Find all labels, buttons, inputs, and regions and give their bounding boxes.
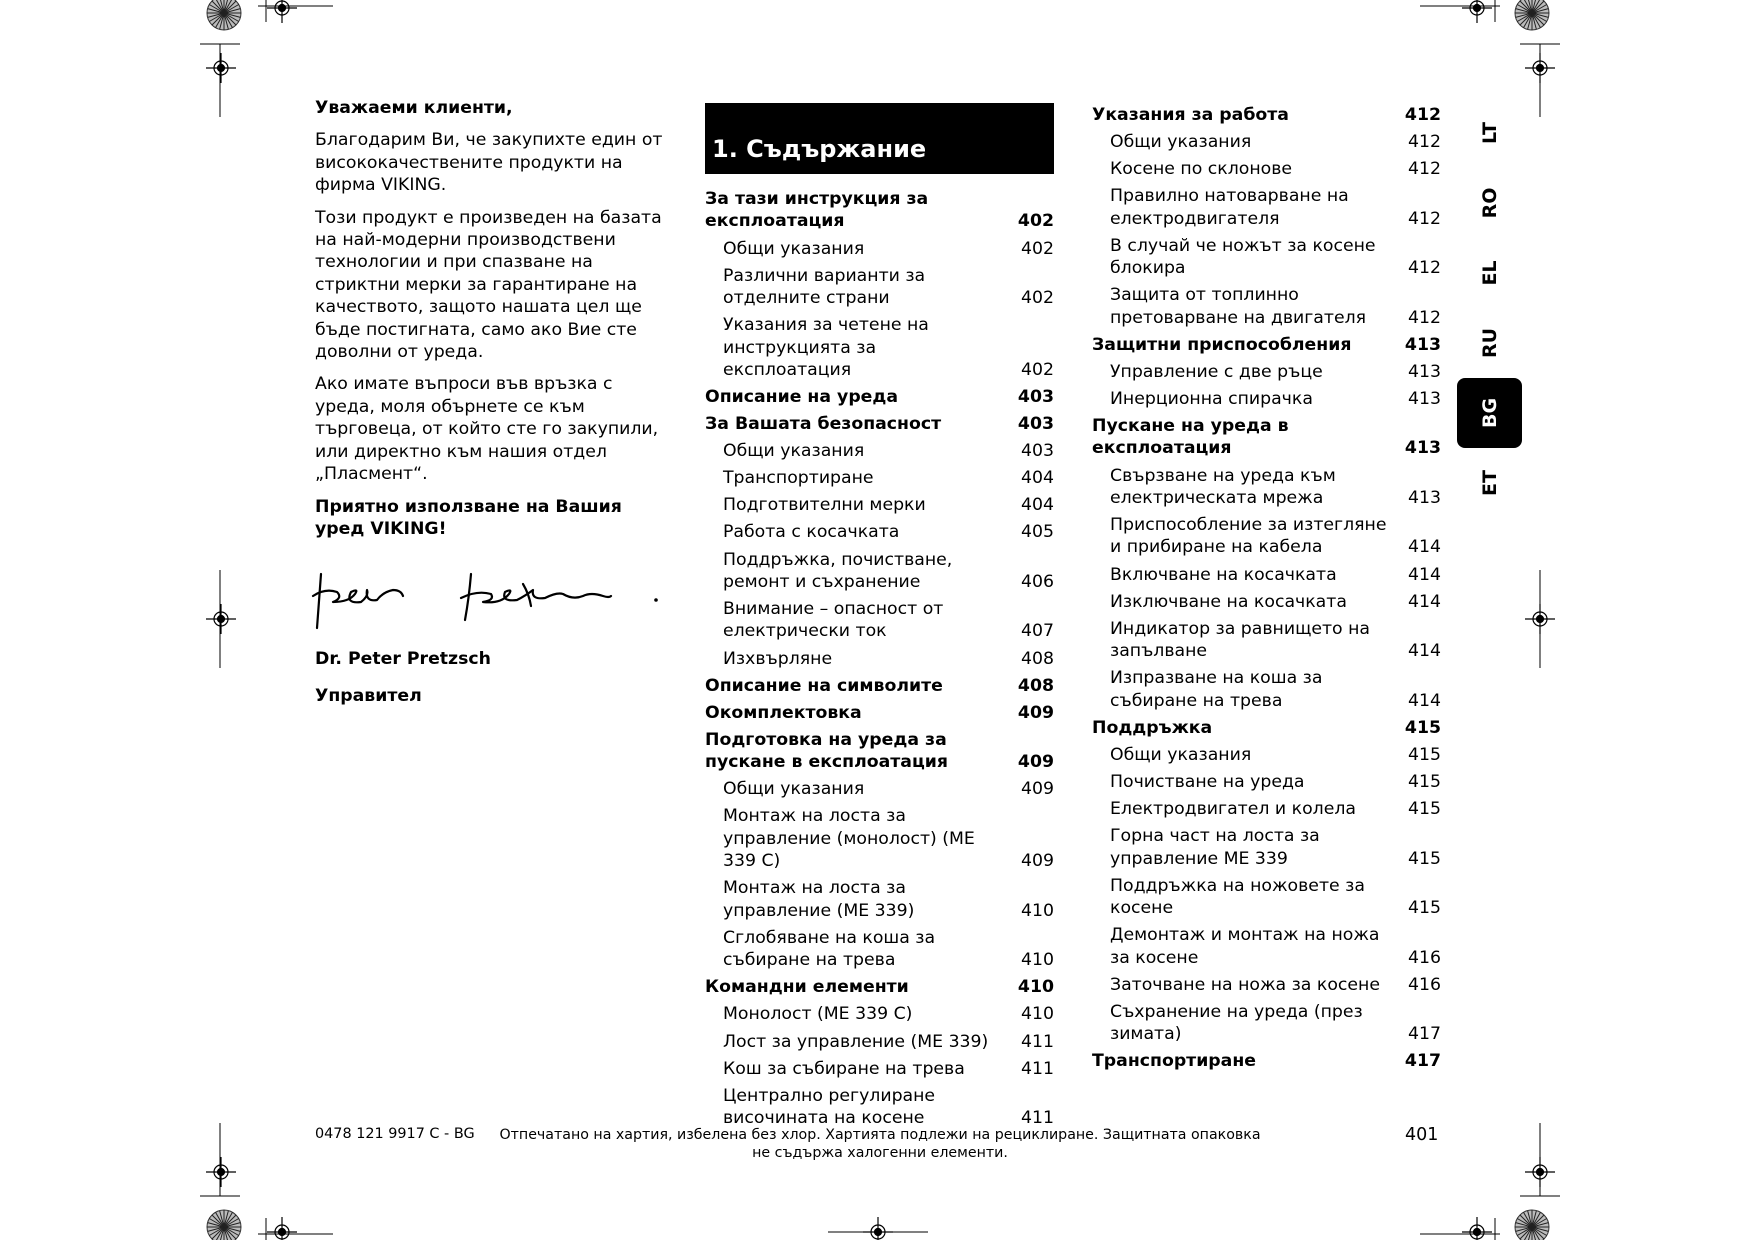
toc-subsection (705, 598, 1054, 648)
registration-starburst (1515, 0, 1549, 30)
registration-crosshair (267, 0, 297, 23)
language-tab-label: LT (1478, 122, 1501, 144)
toc-section (1092, 717, 1441, 744)
toc-subsection (1092, 564, 1441, 591)
toc-subsection (1092, 591, 1441, 618)
toc-entry-page: 412 (1404, 105, 1441, 125)
toc-entry-title: Кош за събиране на трева (723, 1058, 965, 1079)
language-tab-label: BG (1478, 397, 1501, 429)
toc-entry-title: За Вашата безопасност (705, 414, 942, 435)
toc-subsection (1092, 825, 1441, 875)
toc-subsection (1092, 185, 1441, 235)
toc-entry-title: Подготовка на уреда за пускане в експлоатация (705, 729, 948, 773)
toc-entry-page: 409 (1021, 851, 1054, 872)
toc-entry-page: 408 (1017, 675, 1054, 696)
toc-subsection (1092, 974, 1441, 1001)
toc-entry-page: 411 (1021, 1108, 1054, 1129)
toc-entry-title: Защита от топлинно претоварване на двигателя (1110, 285, 1367, 328)
toc-entry-page: 412 (1408, 208, 1441, 229)
toc-subsection (1092, 158, 1441, 185)
toc-section (705, 413, 1054, 440)
toc-section (705, 729, 1054, 779)
toc-entry-page: 410 (1021, 950, 1054, 971)
toc-subsection (705, 1058, 1054, 1085)
toc-subsection (705, 265, 1054, 315)
toc-entry-page: 410 (1021, 900, 1054, 921)
toc-subsection (1092, 361, 1441, 388)
toc-entry-title: В случай че ножът за косене блокира (1110, 235, 1376, 279)
toc-entry-title: Изключване на косачката (1110, 591, 1347, 612)
toc-entry-title: Описание на уреда (705, 387, 899, 407)
toc-subsection (1092, 798, 1441, 825)
toc-entry-title: Пускане на уреда в експлоатация (1092, 416, 1289, 459)
language-tab-el[interactable] (1457, 238, 1522, 308)
toc-entry-title: За тази инструкция за експлоатация (705, 189, 929, 232)
toc-entry-title: Индикатор за равнището на запълване (1110, 618, 1371, 662)
toc-entry-page: 413 (1404, 334, 1441, 355)
toc-section (705, 702, 1054, 729)
toc-entry-title: Поддръжка, почистване, ремонт и съхранение (723, 549, 953, 592)
toc-entry-page: 415 (1408, 898, 1441, 919)
greeting: Уважаеми клиенти, (315, 98, 513, 118)
toc-entry-title: Горна част на лоста за управление МЕ 339 (1110, 826, 1320, 869)
toc-subsection (705, 648, 1054, 675)
toc-subsection (705, 927, 1054, 977)
toc-entry-title: Окомплектовка (705, 702, 862, 723)
toc-subsection (1092, 388, 1441, 415)
toc-entry-page: 412 (1408, 258, 1441, 279)
toc-subsection (1092, 744, 1441, 771)
toc-entry-page: 417 (1408, 1024, 1441, 1045)
toc-section (1092, 415, 1441, 465)
toc-entry-title: Внимание – опасност от електрически ток (723, 599, 944, 642)
toc-entry-title: Монолост (МЕ 339 С) (723, 1004, 913, 1025)
toc-entry-title: Общи указания (723, 238, 865, 259)
toc-entry-page: 409 (1021, 779, 1054, 800)
toc-subsection (705, 467, 1054, 494)
toc-entry-title: Приспособление за изтегляне и прибиране на кабела (1110, 515, 1387, 558)
toc-entry-page: 403 (1021, 441, 1054, 462)
toc-entry-title: Централно регулиране височината на косене (723, 1085, 936, 1129)
document-code: 0478 121 9917 C - BG (315, 1126, 475, 1142)
toc-entry-page: 403 (1017, 387, 1054, 407)
toc-entry-title: Транспортиране (723, 468, 874, 489)
toc-entry-page: 414 (1408, 641, 1441, 662)
toc-entry-title: Монтаж на лоста за управление (МЕ 339) (723, 878, 915, 921)
toc-entry-title: Лост за управление (МЕ 339) (723, 1031, 989, 1052)
language-tab-ru[interactable] (1457, 308, 1522, 378)
toc-entry-page: 403 (1017, 414, 1054, 435)
toc-entry-page: 416 (1408, 947, 1441, 968)
toc-subsection (705, 238, 1054, 265)
toc-entry-page: 415 (1408, 744, 1441, 765)
language-tabs (1457, 98, 1522, 518)
toc-entry-page: 404 (1021, 495, 1054, 516)
letter-paragraph: Ако имате въпроси във връзка с уреда, моля обърнете се към търговеца, от който сте го закупили, или директно към нашия отдел „Пласмент“. (315, 374, 659, 485)
toc-entry-page: 414 (1408, 537, 1441, 558)
toc-entry-title: Заточване на ножа за косене (1110, 974, 1380, 995)
toc-entry-page: 413 (1408, 361, 1441, 382)
language-tab-label: ET (1478, 470, 1501, 496)
toc-subsection (1092, 667, 1441, 717)
toc-column-right (1092, 104, 1441, 1077)
language-tab-lt[interactable] (1457, 98, 1522, 168)
toc-entry-title: Работа с косачката (723, 522, 900, 543)
registration-crosshair (1462, 0, 1492, 23)
registration-crosshair (206, 53, 236, 83)
toc-column-left (705, 188, 1054, 1134)
toc-entry-page: 410 (1021, 1004, 1054, 1025)
registration-crosshair (267, 1217, 297, 1240)
signature-image (311, 566, 661, 636)
closing-line: Приятно използване на Вашия уред VIKING! (315, 496, 622, 539)
toc-subsection (1092, 875, 1441, 925)
toc-entry-title: Изпразване на коша за събиране на трева (1110, 668, 1323, 711)
registration-crosshair (1462, 1217, 1492, 1240)
toc-entry-title: Различни варианти за отделните страни (723, 265, 926, 308)
toc-section (705, 675, 1054, 702)
toc-entry-page: 414 (1408, 564, 1441, 585)
toc-heading: 1. Съдържание (705, 103, 1054, 174)
toc-entry-title: Монтаж на лоста за управление (монолост) (МЕ 339 С) (723, 806, 975, 872)
toc-entry-title: Транспортиране (1092, 1051, 1257, 1072)
toc-entry-title: Косене по склонове (1110, 159, 1293, 180)
letter-column (315, 97, 665, 717)
toc-entry-page: 402 (1021, 288, 1054, 308)
toc-subsection (705, 1031, 1054, 1058)
toc-entry-page: 417 (1404, 1051, 1441, 1072)
toc-entry-page: 412 (1408, 159, 1441, 180)
toc-subsection (705, 494, 1054, 521)
toc-entry-title: Указания за четене на инструкцията за експлоатация (723, 315, 929, 380)
toc-entry-page: 409 (1017, 702, 1054, 723)
toc-entry-page: 407 (1021, 621, 1054, 642)
registration-starburst (1515, 1210, 1549, 1240)
toc-entry-page: 402 (1017, 211, 1054, 232)
toc-entry-page: 408 (1021, 648, 1054, 669)
language-tab-label: EL (1478, 260, 1501, 286)
toc-entry-page: 414 (1408, 591, 1441, 612)
toc-entry-title: Указания за работа (1092, 105, 1289, 125)
toc-entry-page: 415 (1404, 717, 1441, 738)
toc-entry-page: 416 (1408, 974, 1441, 995)
toc-entry-title: Описание на символите (705, 675, 943, 696)
toc-section (1092, 334, 1441, 361)
toc-entry-page: 402 (1021, 238, 1054, 259)
toc-subsection (705, 440, 1054, 467)
toc-entry-title: Общи указания (1110, 744, 1252, 765)
toc-entry-page: 406 (1021, 571, 1054, 592)
toc-subsection (1092, 465, 1441, 515)
language-tab-label: RO (1478, 187, 1501, 219)
toc-subsection (705, 521, 1054, 548)
registration-crosshair (206, 604, 236, 634)
toc-entry-title: Демонтаж и монтаж на ножа за косене (1110, 925, 1380, 968)
toc-subsection (705, 877, 1054, 927)
toc-entry-page: 415 (1408, 771, 1441, 792)
toc-subsection (1092, 235, 1441, 285)
toc-entry-page: 411 (1021, 1031, 1054, 1052)
toc-subsection (705, 778, 1054, 805)
language-tab-bg[interactable] (1457, 378, 1522, 448)
toc-subsection (705, 805, 1054, 877)
toc-entry-page: 413 (1408, 487, 1441, 508)
registration-starburst (207, 0, 241, 30)
toc-entry-page: 405 (1021, 522, 1054, 543)
toc-subsection (1092, 924, 1441, 974)
toc-entry-title: Инерционна спирачка (1110, 388, 1313, 409)
language-tab-label: RU (1478, 327, 1501, 359)
toc-entry-page: 413 (1408, 388, 1441, 409)
toc-entry-page: 409 (1017, 752, 1054, 773)
toc-entry-page: 415 (1408, 848, 1441, 869)
toc-section (1092, 104, 1441, 131)
language-tab-et[interactable] (1457, 448, 1522, 518)
toc-entry-page: 412 (1408, 307, 1441, 328)
toc-subsection (1092, 514, 1441, 564)
toc-entry-title: Подготвителни мерки (723, 495, 926, 516)
toc-subsection (1092, 618, 1441, 668)
toc-subsection (1092, 284, 1441, 334)
toc-entry-title: Общи указания (723, 779, 865, 800)
toc-entry-title: Свързване на уреда към електрическата мрежа (1110, 465, 1336, 508)
toc-entry-title: Сглобяване на коша за събиране на трева (723, 927, 936, 971)
letter-paragraph: Този продукт е произведен на базата на най-модерни производствени технологии и при спазване на стриктни мерки за гарантиране на качеството, защото нашата цел ще бъде постигната, само ако Вие сте доволни от уреда. (315, 207, 662, 363)
toc-entry-page: 412 (1408, 132, 1441, 153)
toc-entry-title: Почистване на уреда (1110, 771, 1305, 792)
toc-subsection (705, 549, 1054, 599)
toc-entry-title: Общи указания (723, 441, 865, 462)
registration-crosshair (863, 1217, 893, 1240)
registration-starburst (207, 1210, 241, 1240)
toc-entry-title: Общи указания (1110, 132, 1252, 153)
toc-entry-title: Поддръжка на ножовете за косене (1110, 875, 1365, 919)
toc-entry-title: Включване на косачката (1110, 564, 1337, 585)
toc-section (705, 386, 1054, 413)
letter-paragraph: Благодарим Ви, че закупихте един от висококачествените продукти на фирма VIKING. (315, 130, 663, 196)
toc-subsection (1092, 1001, 1441, 1051)
toc-entry-page: 414 (1408, 690, 1441, 711)
toc-subsection (705, 314, 1054, 386)
toc-section (705, 188, 1054, 238)
toc-entry-page: 404 (1021, 468, 1054, 489)
toc-entry-page: 402 (1021, 359, 1054, 380)
print-note: Отпечатано на хартия, избелена без хлор. Хартията подлежи на рециклиране. Защитната опаковка не съдържа халогенни елементи. (499, 1127, 1261, 1161)
toc-entry-page: 411 (1021, 1058, 1054, 1079)
registration-crosshair (206, 1157, 236, 1187)
toc-subsection (1092, 131, 1441, 158)
toc-entry-title: Изхвърляне (723, 648, 833, 669)
language-tab-ro[interactable] (1457, 168, 1522, 238)
toc-entry-title: Командни елементи (705, 977, 909, 998)
toc-entry-title: Поддръжка (1092, 717, 1213, 738)
toc-entry-page: 415 (1408, 799, 1441, 820)
toc-entry-title: Електродвигател и колела (1110, 799, 1356, 820)
toc-section (1092, 1050, 1441, 1077)
signer-title: Управител (315, 685, 422, 706)
toc-entry-title: Правилно натоварване на електродвигателя (1110, 186, 1349, 229)
toc-subsection (1092, 771, 1441, 798)
signer-name: Dr. Peter Pretzsch (315, 649, 491, 670)
toc-subsection (705, 1003, 1054, 1030)
toc-entry-page: 413 (1404, 438, 1441, 459)
page-number: 401 (1405, 1125, 1439, 1145)
toc-entry-title: Съхранение на уреда (през зимата) (1110, 1001, 1363, 1045)
toc-entry-title: Защитни приспособления (1092, 334, 1352, 355)
toc-entry-title: Управление с две ръце (1110, 361, 1323, 382)
toc-entry-page: 410 (1017, 977, 1054, 998)
toc-section (705, 976, 1054, 1003)
